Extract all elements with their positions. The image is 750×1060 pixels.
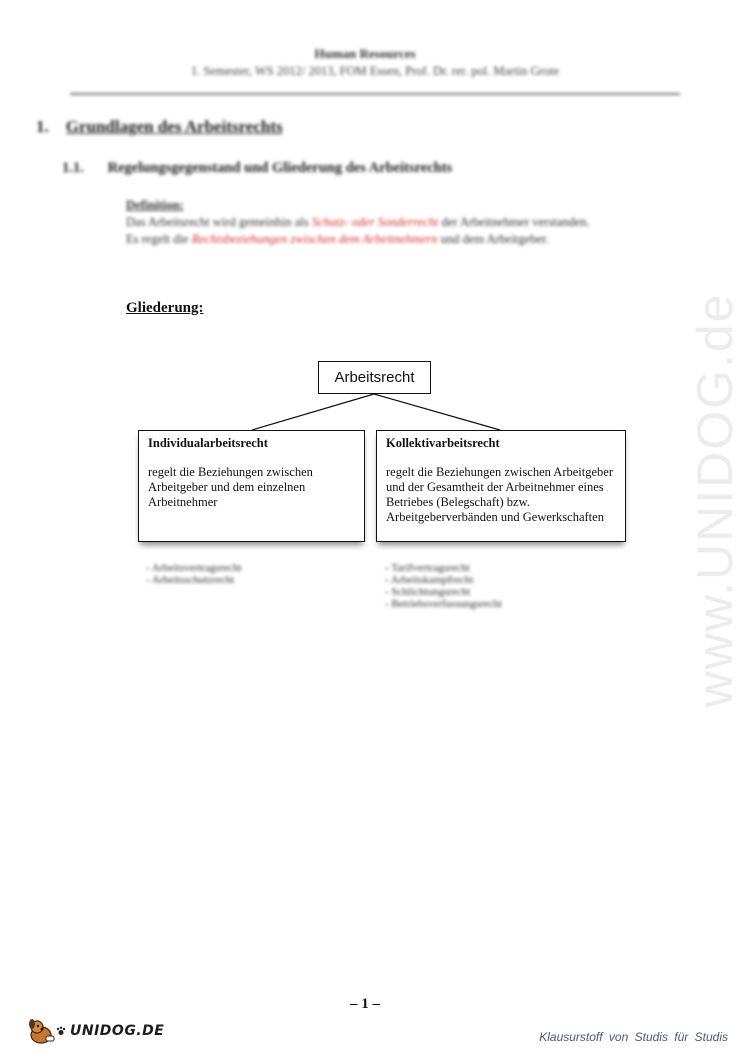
box-right-title: Kollektivarbeitsrecht <box>386 436 500 450</box>
dog-icon <box>26 1016 56 1046</box>
watermark-text: www.UNIDOG.de <box>687 292 743 708</box>
list-kollektivarbeitsrecht <box>385 562 502 610</box>
definition-line2-post: und dem Arbeitgeber. <box>437 232 549 246</box>
diagram-box-kollektivarbeitsrecht <box>376 430 626 542</box>
diagram-box-individualarbeitsrecht <box>138 430 365 542</box>
definition-line2-highlight: Rechtsbeziehungen zwischen dem Arbeitnehmern <box>191 232 438 246</box>
section-title: Grundlagen des Arbeitsrechts <box>65 117 283 136</box>
list-item: - Arbeitsschutzrecht <box>146 574 235 586</box>
footer-tagline: Klausurstoff von Studis für Studis <box>539 1030 728 1044</box>
diagram-root-label: Arbeitsrecht <box>334 369 415 386</box>
definition-line1-post: der Arbeitnehmer verstanden. <box>438 215 590 229</box>
definition-label: Definition: <box>126 198 184 212</box>
list-individualarbeitsrecht <box>146 562 242 586</box>
box-left-title: Individualarbeitsrecht <box>148 436 268 450</box>
list-item: - Betriebsverfassungsrecht <box>385 598 502 610</box>
gliederung-label: Gliederung: <box>126 300 204 316</box>
definition-line2-pre: Es regelt die <box>126 232 192 246</box>
definition-line1-pre: Das Arbeitsrecht wird gemeinhin als <box>126 215 312 229</box>
list-item: - Schlichtungsrecht <box>385 586 471 598</box>
subsection-number: 1.1. <box>62 160 84 176</box>
box-left-text: regelt die Beziehungen zwischen Arbeitgeber und dem einzelnen Arbeitnehmer <box>148 465 313 509</box>
subsection-title: Regelungsgegenstand und Gliederung des Arbeitsrechts <box>107 160 453 176</box>
footer-logo <box>26 1016 164 1046</box>
list-item: - Tarifvertragsrecht <box>385 562 470 574</box>
connector-right <box>374 394 500 430</box>
list-item: - Arbeitsvertragsrecht <box>146 562 242 574</box>
diagram-root-box <box>318 361 431 394</box>
document-header-subtitle: 1. Semester, WS 2012/ 2013, FOM Essen, Prof. Dr. rer. pol. Martin Grote <box>191 64 559 78</box>
box-right-text: regelt die Beziehungen zwischen Arbeitgeber und der Gesamtheit der Arbeitnehmer eines Betriebes (Belegschaft) bzw. Arbeitgeberverbänden und Gewerkschaften <box>386 465 613 524</box>
list-item: - Arbeitskampfrecht <box>385 574 474 586</box>
document-header-title: Human Resources <box>314 46 416 61</box>
section-number: 1. <box>36 117 49 136</box>
connector-left <box>252 394 374 430</box>
paw-icon <box>56 1026 66 1036</box>
definition-line1-highlight: Schutz- oder Sonderrecht <box>311 215 439 229</box>
logo-text: UNIDOG.DE <box>70 1023 165 1039</box>
page-number: – 1 – <box>350 996 380 1012</box>
